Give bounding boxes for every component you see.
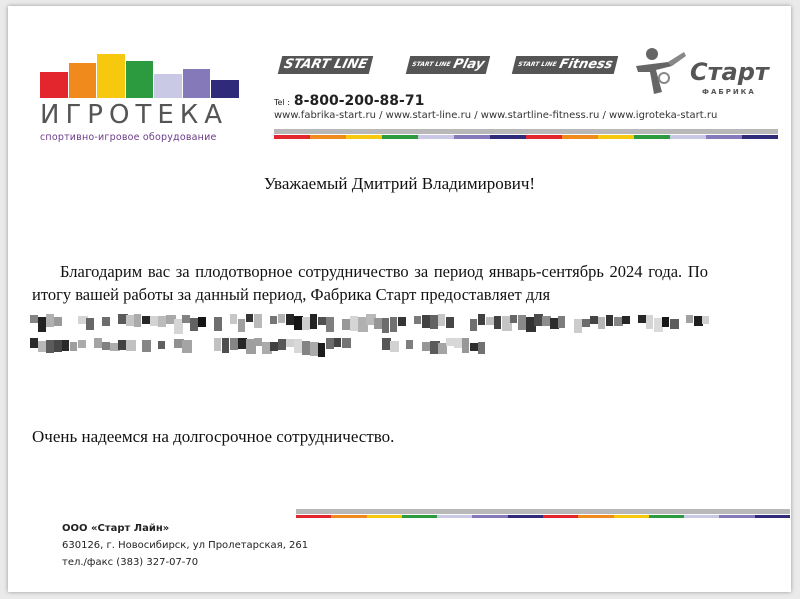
brand-fitness-small: START LINE: [517, 61, 558, 68]
footer-company: ООО «Старт Лайн»: [62, 523, 170, 534]
redaction-pixel: [478, 342, 485, 354]
stripe-segment: [454, 135, 490, 139]
redaction-pixel: [694, 316, 703, 326]
redaction-pixel: [142, 316, 151, 324]
redaction-pixel: [326, 317, 334, 332]
logo-bar: [69, 63, 97, 98]
redaction-pixel: [222, 338, 229, 353]
redaction-pixel: [534, 314, 543, 326]
redaction-pixel: [254, 314, 262, 328]
start-figure-icon: [628, 44, 688, 104]
brand-fitness-label: Fitness: [557, 57, 615, 72]
header-gray-stripe: [274, 129, 778, 134]
redaction-pixel: [286, 339, 294, 347]
redaction-pixel: [142, 340, 151, 352]
redaction-pixel: [214, 317, 222, 331]
redaction-pixel: [598, 317, 605, 329]
redaction-pixel: [150, 316, 158, 326]
redaction-pixel: [134, 314, 141, 327]
redaction-pixel: [446, 338, 455, 346]
redaction-pixel: [126, 315, 135, 326]
redaction-pixel: [62, 340, 69, 351]
redaction-pixel: [78, 340, 86, 348]
start-factory-logo: [628, 44, 768, 104]
footer-color-stripe: [296, 515, 790, 518]
stripe-segment: [346, 135, 382, 139]
redaction-pixel: [430, 315, 438, 329]
redaction-pixel: [622, 316, 630, 324]
redaction-pixel: [654, 318, 663, 332]
logo-bar: [154, 74, 182, 98]
stripe-segment: [367, 515, 402, 518]
redaction-pixel: [382, 318, 389, 333]
redaction-pixel: [382, 338, 391, 350]
brand-badges: [274, 56, 634, 76]
tel-label: Tel :: [274, 98, 290, 107]
stripe-segment: [526, 135, 562, 139]
redaction-pixel: [102, 317, 110, 326]
footer-gray-stripe: [296, 509, 790, 514]
redaction-pixel: [582, 319, 590, 327]
logo-bar: [211, 80, 239, 98]
redaction-pixel: [246, 314, 253, 322]
redacted-text: [30, 306, 720, 362]
redaction-pixel: [574, 319, 582, 333]
redaction-pixel: [270, 316, 277, 324]
header-color-stripe: [274, 135, 778, 139]
redaction-pixel: [702, 316, 709, 324]
redaction-pixel: [518, 315, 526, 330]
redaction-pixel: [590, 316, 598, 324]
redaction-pixel: [446, 317, 454, 328]
redaction-pixel: [686, 315, 693, 323]
redaction-pixel: [70, 342, 77, 351]
redaction-pixel: [494, 316, 501, 329]
redaction-pixel: [670, 319, 679, 329]
footer-street: 630126, г. Новосибирск, ул Пролетарская, 261: [62, 540, 309, 551]
contact-phone: [274, 93, 424, 109]
redaction-pixel: [318, 343, 325, 357]
stripe-segment: [437, 515, 472, 518]
logo-subtitle: спортивно-игровое оборудование: [40, 132, 217, 143]
stripe-segment: [719, 515, 754, 518]
redaction-pixel: [550, 318, 559, 329]
logo-title: ИГРОТЕКА: [40, 100, 229, 130]
redaction-pixel: [102, 342, 110, 350]
redaction-pixel: [158, 316, 166, 327]
redaction-pixel: [302, 317, 310, 330]
redaction-pixel: [398, 317, 406, 326]
redaction-pixel: [86, 318, 94, 330]
redaction-pixel: [198, 317, 206, 327]
logo-bar: [97, 54, 125, 98]
brand-play: [406, 56, 491, 74]
redaction-pixel: [174, 319, 183, 334]
contact-websites: www.fabrika-start.ru / www.start-line.ru / www.startline-fitness.ru / www.igroteka-start.ru: [274, 110, 718, 121]
brand-startline-label: START LINE: [282, 57, 369, 72]
letter-paragraph: Благодарим вас за плодотворное сотрудничество за период январь-сентябрь 2024 года. По итогу вашей работы за данный период, Фабрика Старт предоставляет для: [32, 262, 708, 304]
stripe-segment: [543, 515, 578, 518]
stripe-segment: [614, 515, 649, 518]
redaction-pixel: [470, 319, 477, 331]
stripe-segment: [755, 515, 790, 518]
brand-startline: [278, 56, 373, 74]
redaction-pixel: [30, 315, 38, 323]
footer-address: [62, 520, 308, 571]
redaction-pixel: [350, 316, 358, 331]
redaction-pixel: [54, 340, 62, 352]
redaction-pixel: [310, 342, 319, 356]
redaction-pixel: [414, 316, 421, 324]
stripe-segment: [508, 515, 543, 518]
redaction-pixel: [542, 316, 551, 326]
redaction-pixel: [270, 342, 278, 351]
brand-play-small: START LINE: [411, 61, 452, 68]
redaction-pixel: [286, 314, 294, 325]
stripe-segment: [649, 515, 684, 518]
redaction-pixel: [326, 338, 334, 349]
stripe-segment: [310, 135, 346, 139]
stripe-segment: [274, 135, 310, 139]
redaction-pixel: [662, 317, 669, 327]
redaction-pixel: [606, 315, 613, 326]
stripe-segment: [706, 135, 742, 139]
redaction-pixel: [310, 314, 317, 329]
redaction-pixel: [390, 317, 397, 332]
closing-line: Очень надеемся на долгосрочное сотрудничество.: [32, 427, 395, 446]
letter-page: [8, 6, 791, 592]
stripe-segment: [490, 135, 526, 139]
logo-bar: [40, 72, 68, 98]
stripe-segment: [472, 515, 507, 518]
stripe-segment: [402, 515, 437, 518]
stripe-segment: [598, 135, 634, 139]
redaction-pixel: [294, 339, 302, 353]
redaction-pixel: [294, 316, 303, 330]
redaction-pixel: [238, 338, 247, 349]
redaction-pixel: [558, 316, 565, 328]
stripe-segment: [331, 515, 366, 518]
igroteka-logo: [40, 54, 250, 144]
redaction-pixel: [230, 338, 238, 350]
redaction-pixel: [334, 338, 341, 347]
redaction-pixel: [342, 319, 351, 330]
redaction-pixel: [438, 343, 447, 354]
logo-bar: [126, 61, 154, 98]
redaction-pixel: [278, 314, 285, 323]
stripe-segment: [670, 135, 706, 139]
stripe-segment: [562, 135, 598, 139]
redaction-pixel: [126, 340, 136, 351]
redaction-pixel: [302, 341, 310, 355]
redaction-pixel: [230, 314, 237, 324]
redaction-pixel: [38, 317, 46, 332]
redaction-pixel: [614, 317, 623, 326]
redaction-pixel: [422, 342, 431, 351]
logo-bar: [183, 69, 211, 98]
brand-fitness: [512, 56, 619, 74]
redaction-pixel: [510, 315, 517, 323]
redaction-pixel: [46, 340, 54, 353]
stripe-segment: [634, 135, 670, 139]
redaction-pixel: [190, 318, 198, 331]
stripe-segment: [684, 515, 719, 518]
redaction-pixel: [638, 315, 646, 323]
stripe-segment: [742, 135, 778, 139]
redaction-pixel: [94, 338, 102, 348]
redaction-pixel: [462, 338, 469, 353]
redaction-pixel: [646, 315, 653, 329]
redaction-pixel: [318, 317, 326, 325]
redaction-pixel: [406, 340, 413, 349]
footer-phone: тел./факс (383) 327-07-70: [62, 557, 199, 568]
start-sub: ФАБРИКА: [702, 88, 756, 96]
tel-number: 8-800-200-88-71: [293, 93, 425, 109]
redaction-pixel: [46, 314, 54, 327]
redaction-pixel: [478, 314, 485, 325]
greeting: Уважаемый Дмитрий Владимирович!: [263, 174, 536, 193]
redaction-pixel: [30, 338, 38, 348]
redaction-pixel: [486, 317, 494, 325]
redaction-pixel: [342, 338, 351, 348]
redaction-pixel: [214, 338, 221, 351]
redaction-pixel: [438, 314, 445, 326]
stripe-segment: [418, 135, 454, 139]
redaction-pixel: [182, 315, 190, 323]
stripe-segment: [296, 515, 331, 518]
redaction-pixel: [182, 340, 192, 353]
stripe-segment: [578, 515, 613, 518]
redaction-pixel: [238, 319, 245, 332]
redaction-pixel: [158, 341, 165, 349]
redaction-pixel: [254, 338, 262, 346]
redaction-pixel: [278, 339, 286, 350]
redaction-pixel: [54, 317, 62, 326]
stripe-segment: [382, 135, 418, 139]
brand-play-label: Play: [451, 57, 487, 72]
redaction-pixel: [390, 341, 399, 352]
logo-color-bars: [40, 54, 240, 98]
start-word: Старт: [690, 58, 769, 86]
